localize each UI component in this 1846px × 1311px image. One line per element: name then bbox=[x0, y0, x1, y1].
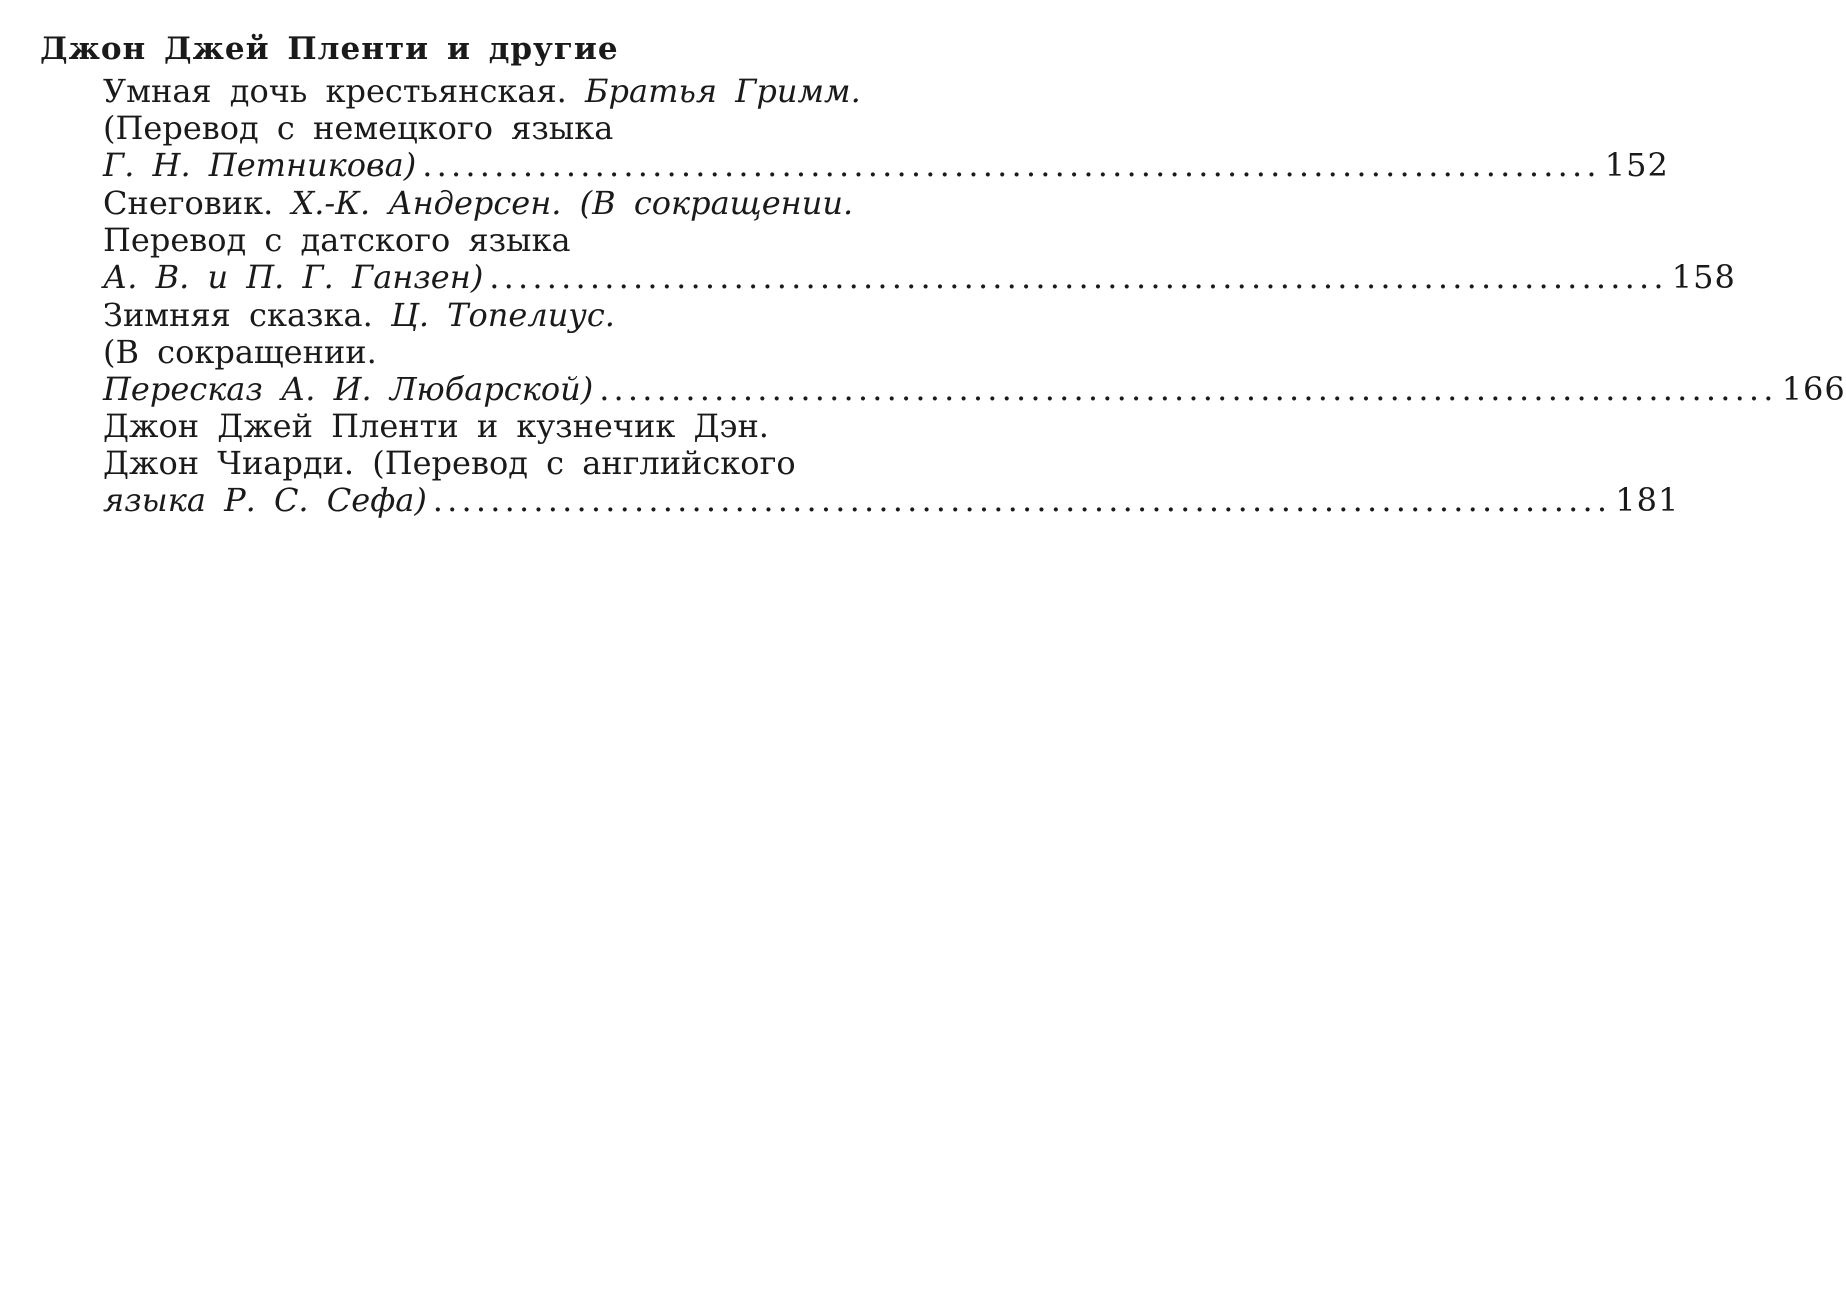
entry-line-1 bbox=[103, 408, 930, 445]
page-number: 152 bbox=[1604, 146, 1669, 184]
entry-line-2: (В сокращении. bbox=[103, 333, 377, 371]
page-number: 158 bbox=[1671, 258, 1736, 296]
toc-entry bbox=[103, 296, 1846, 408]
section-title: Джон Джей Пленти и другие bbox=[40, 31, 619, 67]
entry-line-1 bbox=[103, 73, 930, 110]
dot-leader: .................................................................................. bbox=[599, 370, 1778, 408]
author: Ц. Топелиус. bbox=[390, 296, 615, 334]
entry-line-2: (Перевод с немецкого языка bbox=[103, 109, 614, 147]
page-number: 166 bbox=[1781, 370, 1846, 408]
entry-credit: языка Р. С. Сефа) bbox=[103, 481, 427, 519]
entry-line-2: Джон Чиарди. (Перевод с английского bbox=[103, 444, 796, 482]
entry-line-3 bbox=[103, 258, 1736, 296]
toc-entry bbox=[103, 72, 1669, 184]
page-number: 181 bbox=[1615, 481, 1680, 519]
entry-credit: Г. Н. Петникова) bbox=[103, 146, 417, 184]
story-title: Зимняя сказка. bbox=[103, 296, 391, 334]
entry-line-3 bbox=[103, 481, 1680, 519]
toc-entry bbox=[103, 407, 1680, 519]
entry-line-1 bbox=[103, 297, 930, 334]
dot-leader: .................................................................................. bbox=[422, 146, 1601, 184]
story-title: Джон Джей Пленти и кузнечик Дэн. bbox=[103, 407, 769, 445]
toc-entry bbox=[103, 184, 1736, 296]
dot-leader: .................................................................................. bbox=[489, 258, 1668, 296]
entry-credit: Пересказ А. И. Любарской) bbox=[103, 370, 594, 408]
entry-credit: А. В. и П. Г. Ганзен) bbox=[103, 258, 484, 296]
entry-line-3 bbox=[103, 370, 1846, 408]
entry-line-3 bbox=[103, 146, 1669, 184]
story-title: Снеговик. bbox=[103, 184, 292, 222]
dot-leader: .................................................................................. bbox=[432, 481, 1612, 519]
entry-line-1 bbox=[103, 185, 930, 222]
story-title: Умная дочь крестьянская. bbox=[103, 72, 586, 110]
author: Х.-К. Андерсен. (В сокращении. bbox=[291, 184, 854, 222]
author: Братья Гримм. bbox=[585, 72, 861, 110]
entry-line-2: Перевод с датского языка bbox=[103, 221, 571, 259]
